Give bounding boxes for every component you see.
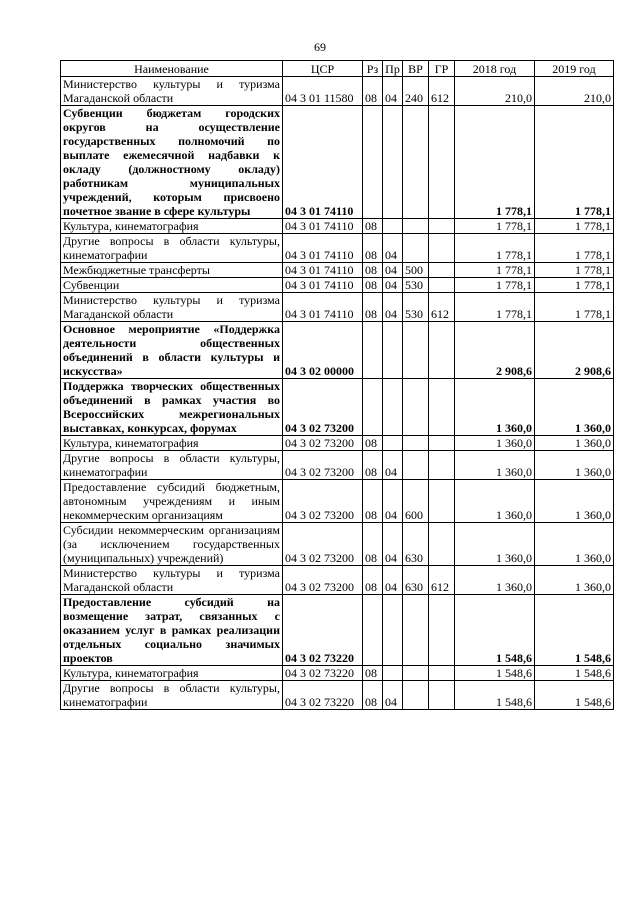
row-name-text: Министерство культуры и туризма Магаданской области (63, 293, 280, 321)
cell-gr: 612 (429, 566, 455, 595)
cell-rz: 08 (363, 681, 383, 710)
cell-rz: 08 (363, 480, 383, 523)
cell-gr (429, 106, 455, 219)
cell-rz (363, 595, 383, 666)
cell-vr: 600 (403, 480, 429, 523)
table-row (61, 666, 614, 681)
table-row (61, 263, 614, 278)
cell-2019: 1 778,1 (535, 219, 614, 234)
cell-pr: 04 (383, 278, 403, 293)
row-name-text: Другие вопросы в области культуры, кинематографии (63, 451, 280, 479)
cell-vr (403, 436, 429, 451)
cell-rz (363, 379, 383, 436)
cell-2018: 1 778,1 (455, 293, 535, 322)
cell-name (61, 451, 283, 480)
cell-vr (403, 219, 429, 234)
cell-gr: 612 (429, 293, 455, 322)
cell-2018: 1 360,0 (455, 480, 535, 523)
cell-2019: 2 908,6 (535, 322, 614, 379)
cell-2019: 1 360,0 (535, 480, 614, 523)
cell-2018: 1 360,0 (455, 523, 535, 566)
cell-csr: 04 3 02 73200 (283, 451, 363, 480)
cell-pr (383, 219, 403, 234)
header-pr: Пр (383, 61, 403, 77)
table-row (61, 278, 614, 293)
cell-gr (429, 263, 455, 278)
table-row (61, 322, 614, 379)
cell-gr (429, 322, 455, 379)
cell-csr: 04 3 01 74110 (283, 219, 363, 234)
cell-2018: 1 778,1 (455, 219, 535, 234)
cell-2018: 1 548,6 (455, 681, 535, 710)
cell-2018: 1 778,1 (455, 234, 535, 263)
cell-vr (403, 106, 429, 219)
cell-name (61, 278, 283, 293)
cell-2019: 1 548,6 (535, 681, 614, 710)
cell-csr: 04 3 02 00000 (283, 322, 363, 379)
cell-rz: 08 (363, 566, 383, 595)
cell-2019: 1 778,1 (535, 106, 614, 219)
cell-csr: 04 3 02 73220 (283, 666, 363, 681)
cell-name (61, 219, 283, 234)
cell-pr: 04 (383, 234, 403, 263)
cell-gr (429, 523, 455, 566)
cell-csr: 04 3 02 73220 (283, 595, 363, 666)
row-name-text: Министерство культуры и туризма Магаданской области (63, 566, 280, 594)
cell-pr: 04 (383, 681, 403, 710)
cell-rz: 08 (363, 219, 383, 234)
cell-csr: 04 3 02 73200 (283, 480, 363, 523)
cell-2019: 1 360,0 (535, 379, 614, 436)
cell-csr: 04 3 01 74110 (283, 263, 363, 278)
cell-csr: 04 3 01 11580 (283, 77, 363, 106)
cell-name (61, 234, 283, 263)
row-name-text: Субвенции бюджетам городских округов на осуществление государственных полномочий по выплате ежемесячной надбавки к окладу (должностному окладу) работникам муниципальных учреждений, которым присвоено почетное звание в сфере культуры (63, 106, 280, 218)
row-name-text: Культура, кинематография (63, 666, 199, 680)
cell-2019: 1 548,6 (535, 595, 614, 666)
cell-rz: 08 (363, 234, 383, 263)
row-name-text: Основное мероприятие «Поддержка деятельности общественных объединений в области культуры и искусства» (63, 322, 280, 378)
row-name-text: Предоставление субсидий на возмещение затрат, связанных с оказанием услуг в рамках реализации отдельных социально значимых проектов (63, 595, 280, 665)
row-name-text: Другие вопросы в области культуры, кинематографии (63, 681, 280, 709)
row-name-text: Другие вопросы в области культуры, кинематографии (63, 234, 280, 262)
page-number: 69 (314, 40, 326, 54)
cell-2019: 1 778,1 (535, 234, 614, 263)
row-name-text: Министерство культуры и туризма Магаданской области (63, 77, 280, 105)
table-row (61, 293, 614, 322)
cell-vr: 630 (403, 566, 429, 595)
cell-pr (383, 436, 403, 451)
cell-name (61, 681, 283, 710)
cell-vr: 530 (403, 293, 429, 322)
table-row (61, 566, 614, 595)
budget-table (60, 60, 614, 710)
cell-2019: 1 360,0 (535, 451, 614, 480)
cell-vr (403, 234, 429, 263)
cell-csr: 04 3 02 73200 (283, 566, 363, 595)
table-header-row (61, 61, 614, 77)
cell-csr: 04 3 01 74110 (283, 234, 363, 263)
cell-gr (429, 681, 455, 710)
cell-pr: 04 (383, 480, 403, 523)
cell-2018: 1 778,1 (455, 278, 535, 293)
header-2018: 2018 год (455, 61, 535, 77)
cell-csr: 04 3 01 74110 (283, 278, 363, 293)
cell-vr (403, 322, 429, 379)
cell-csr: 04 3 02 73200 (283, 523, 363, 566)
cell-pr (383, 106, 403, 219)
cell-name (61, 263, 283, 278)
header-gr: ГР (429, 61, 455, 77)
cell-vr: 530 (403, 278, 429, 293)
cell-rz: 08 (363, 263, 383, 278)
cell-pr: 04 (383, 77, 403, 106)
cell-rz: 08 (363, 666, 383, 681)
cell-2018: 1 360,0 (455, 451, 535, 480)
cell-csr: 04 3 01 74110 (283, 106, 363, 219)
row-name-text: Межбюджетные трансферты (63, 263, 210, 277)
cell-name (61, 436, 283, 451)
cell-name (61, 595, 283, 666)
cell-vr (403, 681, 429, 710)
cell-csr: 04 3 02 73220 (283, 681, 363, 710)
cell-pr: 04 (383, 451, 403, 480)
cell-gr (429, 436, 455, 451)
cell-2018: 1 778,1 (455, 106, 535, 219)
row-name-text: Предоставление субсидий бюджетным, автономным учреждениям и иным некоммерческим организациям (63, 480, 280, 522)
cell-vr: 240 (403, 77, 429, 106)
cell-vr (403, 666, 429, 681)
cell-2018: 1 548,6 (455, 595, 535, 666)
cell-rz: 08 (363, 77, 383, 106)
cell-2018: 1 360,0 (455, 436, 535, 451)
table-row (61, 106, 614, 219)
row-name-text: Субсидии некоммерческим организациям (за исключением государственных (муниципальных) учреждений) (63, 523, 280, 565)
cell-2018: 1 360,0 (455, 566, 535, 595)
row-name-text: Поддержка творческих общественных объединений в рамках участия во Всероссийских межрегиональных выставках, конкурсах, форумах (63, 379, 280, 435)
cell-rz: 08 (363, 451, 383, 480)
cell-2019: 210,0 (535, 77, 614, 106)
cell-name (61, 566, 283, 595)
cell-vr: 500 (403, 263, 429, 278)
cell-2018: 210,0 (455, 77, 535, 106)
cell-pr: 04 (383, 293, 403, 322)
cell-2018: 2 908,6 (455, 322, 535, 379)
cell-name (61, 322, 283, 379)
cell-gr (429, 595, 455, 666)
cell-rz: 08 (363, 278, 383, 293)
table-row (61, 379, 614, 436)
table-row (61, 436, 614, 451)
cell-pr (383, 322, 403, 379)
table-row (61, 219, 614, 234)
cell-gr: 612 (429, 77, 455, 106)
cell-2019: 1 778,1 (535, 263, 614, 278)
cell-name (61, 480, 283, 523)
cell-2018: 1 360,0 (455, 379, 535, 436)
table-row (61, 77, 614, 106)
cell-csr: 04 3 02 73200 (283, 379, 363, 436)
cell-vr (403, 379, 429, 436)
cell-pr (383, 379, 403, 436)
table-row (61, 451, 614, 480)
cell-rz: 08 (363, 436, 383, 451)
cell-2018: 1 778,1 (455, 263, 535, 278)
cell-2019: 1 778,1 (535, 293, 614, 322)
header-name: Наименование (61, 61, 283, 77)
table-row (61, 595, 614, 666)
cell-name (61, 666, 283, 681)
cell-csr: 04 3 01 74110 (283, 293, 363, 322)
cell-pr (383, 666, 403, 681)
row-name-text: Культура, кинематография (63, 436, 199, 450)
cell-vr (403, 451, 429, 480)
table-row (61, 523, 614, 566)
cell-name (61, 523, 283, 566)
header-csr: ЦСР (283, 61, 363, 77)
cell-pr: 04 (383, 523, 403, 566)
cell-vr (403, 595, 429, 666)
cell-vr: 630 (403, 523, 429, 566)
cell-gr (429, 379, 455, 436)
cell-2019: 1 360,0 (535, 436, 614, 451)
cell-2018: 1 548,6 (455, 666, 535, 681)
cell-rz: 08 (363, 293, 383, 322)
cell-gr (429, 666, 455, 681)
header-2019: 2019 год (535, 61, 614, 77)
cell-name (61, 379, 283, 436)
cell-rz (363, 106, 383, 219)
table-row (61, 234, 614, 263)
table-row (61, 480, 614, 523)
cell-gr (429, 219, 455, 234)
cell-2019: 1 778,1 (535, 278, 614, 293)
cell-2019: 1 548,6 (535, 666, 614, 681)
cell-pr: 04 (383, 566, 403, 595)
cell-pr (383, 595, 403, 666)
header-rz: Рз (363, 61, 383, 77)
cell-name (61, 77, 283, 106)
row-name-text: Культура, кинематография (63, 219, 199, 233)
cell-gr (429, 480, 455, 523)
cell-2019: 1 360,0 (535, 566, 614, 595)
cell-gr (429, 234, 455, 263)
cell-2019: 1 360,0 (535, 523, 614, 566)
cell-name (61, 106, 283, 219)
cell-pr: 04 (383, 263, 403, 278)
cell-name (61, 293, 283, 322)
row-name-text: Субвенции (63, 278, 120, 292)
cell-rz (363, 322, 383, 379)
cell-gr (429, 278, 455, 293)
cell-rz: 08 (363, 523, 383, 566)
header-vr: ВР (403, 61, 429, 77)
table-row (61, 681, 614, 710)
cell-gr (429, 451, 455, 480)
cell-csr: 04 3 02 73200 (283, 436, 363, 451)
